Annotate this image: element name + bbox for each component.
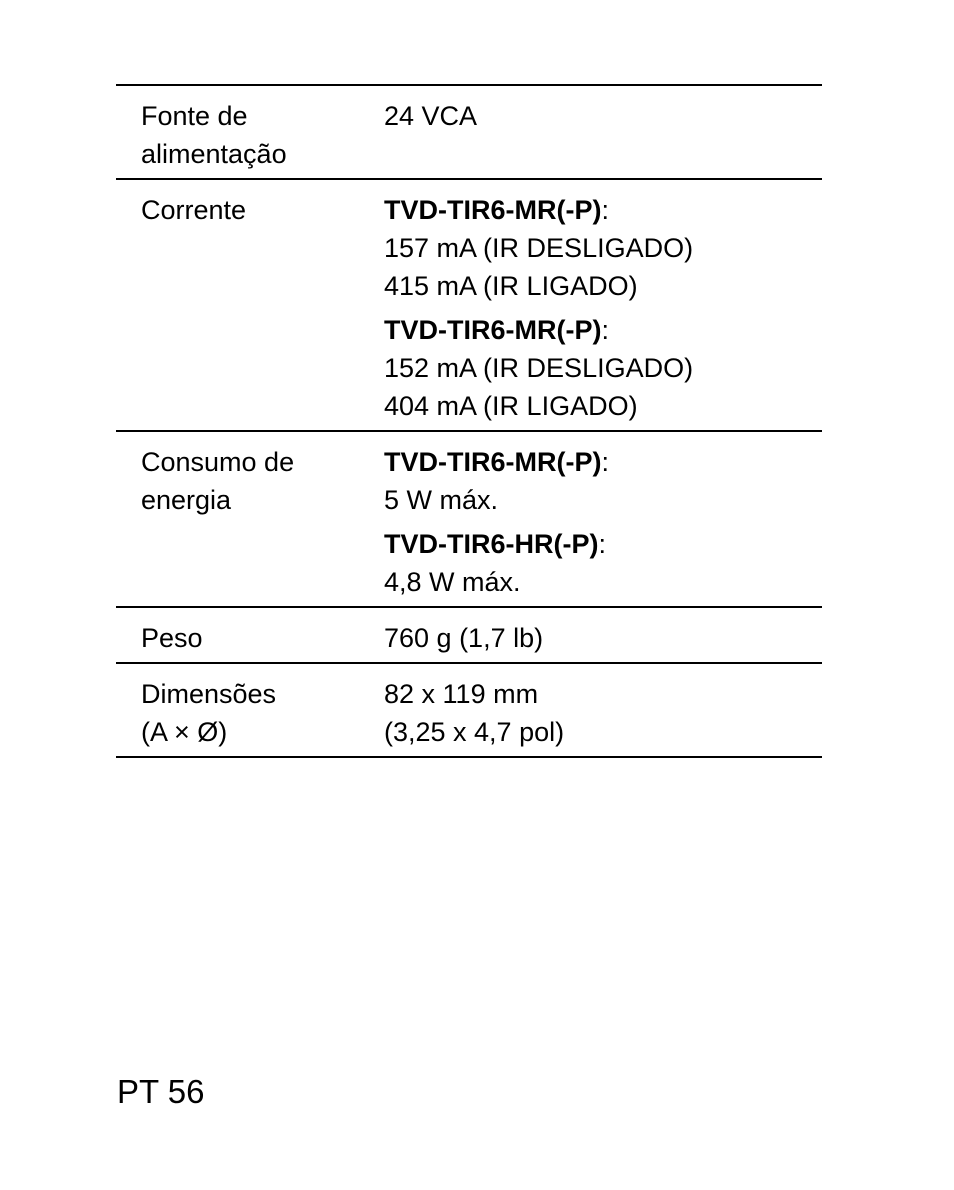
model-suffix: : (598, 529, 606, 559)
spec-value (384, 97, 822, 173)
value-line: 24 VCA (384, 101, 478, 131)
value-line: 5 W máx. (384, 485, 499, 515)
value-line: 760 g (1,7 lb) (384, 623, 544, 653)
value-line: 415 mA (IR LIGADO) (384, 271, 638, 301)
model-line (384, 443, 822, 481)
spec-value (384, 675, 822, 751)
spec-value (384, 191, 822, 425)
label-line: alimentação (141, 139, 287, 169)
model-name: TVD-TIR6-HR(-P) (384, 529, 599, 559)
spec-row-power-supply (116, 86, 822, 180)
spec-row-weight (116, 608, 822, 664)
spec-table (116, 84, 822, 758)
model-line (384, 525, 822, 563)
label-line: Fonte de (141, 101, 248, 131)
model-suffix: : (601, 447, 609, 477)
model-name: TVD-TIR6-MR(-P) (384, 195, 602, 225)
spec-row-current (116, 180, 822, 432)
spec-value (384, 443, 822, 601)
spec-label (116, 619, 384, 657)
spec-label (116, 675, 384, 751)
page-number: PT 56 (117, 1073, 205, 1110)
model-group (384, 443, 822, 519)
spec-label (116, 191, 384, 425)
model-group (384, 525, 822, 601)
spec-label (116, 97, 384, 173)
spec-label (116, 443, 384, 601)
model-suffix: : (601, 195, 609, 225)
spec-row-dimensions (116, 664, 822, 758)
value-line: (3,25 x 4,7 pol) (384, 717, 565, 747)
label-line: Consumo de (141, 447, 295, 477)
model-line (384, 191, 822, 229)
value-line: 157 mA (IR DESLIGADO) (384, 233, 694, 263)
value-line: 82 x 119 mm (384, 679, 539, 709)
label-line: Peso (141, 623, 203, 653)
label-line: Corrente (141, 195, 247, 225)
spec-row-power-consumption (116, 432, 822, 608)
value-line: 4,8 W máx. (384, 567, 521, 597)
model-name: TVD-TIR6-MR(-P) (384, 315, 602, 345)
value-line: 404 mA (IR LIGADO) (384, 391, 638, 421)
model-name: TVD-TIR6-MR(-P) (384, 447, 602, 477)
model-line (384, 311, 822, 349)
label-line: (A × Ø) (141, 717, 228, 747)
label-line: energia (141, 485, 232, 515)
label-line: Dimensões (141, 679, 277, 709)
model-group (384, 311, 822, 425)
model-group (384, 191, 822, 305)
value-line: 152 mA (IR DESLIGADO) (384, 353, 694, 383)
model-suffix: : (601, 315, 609, 345)
spec-value (384, 619, 822, 657)
